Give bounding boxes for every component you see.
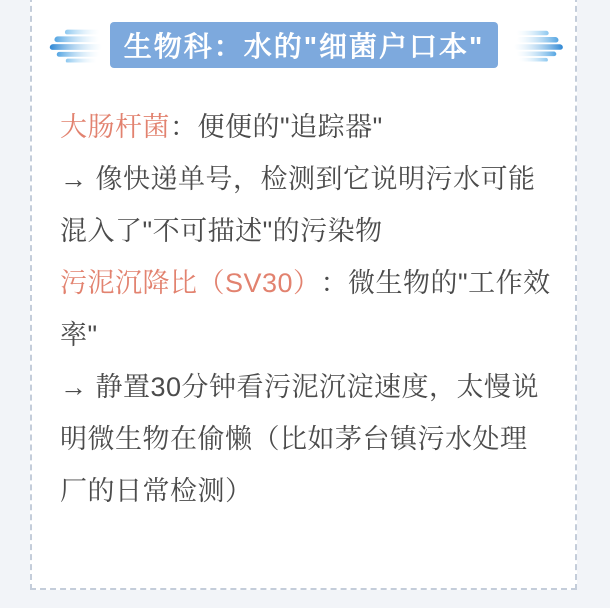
term-text: 大肠杆菌 [60,111,170,142]
body-text: → 像快递单号，检测到它说明污水可能 [60,163,536,194]
body-text: 明微生物在偷懒（比如茅台镇污水处理 [60,423,528,454]
speed-lines-left-icon [46,27,108,67]
body-line [60,202,574,254]
section-title: 生物科：水的"细菌户口本" [123,31,485,62]
body-text: ：微生物的"工作效 [320,267,551,298]
speed-lines-right-icon [512,27,570,67]
body-text: 混入了"不可描述"的污染物 [60,215,383,246]
body-line [60,306,574,358]
term-text: 污泥沉降比（SV30） [60,267,321,298]
body-text: → 静置30分钟看污泥沉淀速度，太慢说 [60,371,540,402]
body-line [60,462,574,514]
body-line [60,98,574,150]
body-line [60,150,574,202]
section-header-bar [110,22,498,68]
body-line [60,254,574,306]
body-line [60,410,574,462]
body-text: 率" [60,319,98,350]
body-text: ：便便的"追踪器" [170,111,383,142]
body-text: 厂的日常检测） [60,475,253,506]
body-text-block [60,98,574,514]
body-line [60,358,574,410]
